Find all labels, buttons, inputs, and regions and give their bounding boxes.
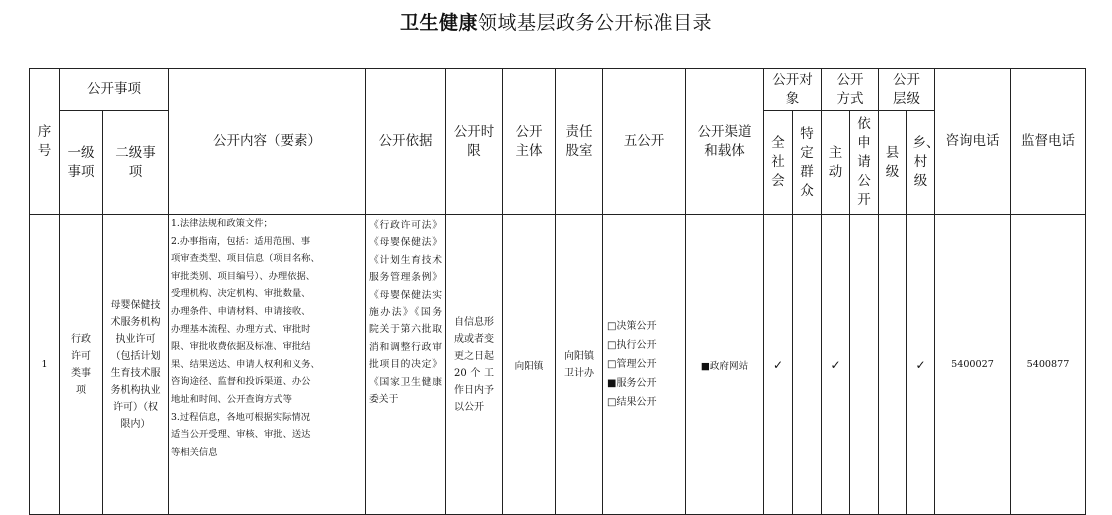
header-target-specific: 特定群众: [793, 111, 822, 215]
row-seq: 1: [30, 215, 60, 515]
content-line: 3.过程信息，各地可根据实际情况: [171, 411, 311, 423]
header-subject: 公开主体: [503, 69, 556, 215]
content-line: 果、结果送达、申请人权利和义务、: [171, 358, 320, 370]
five-list: [603, 317, 685, 412]
content-line: 项审查类型、项目信息（项目名称、: [171, 253, 320, 265]
header-item-group: 公开事项: [60, 69, 169, 111]
header-basis: 公开依据: [366, 69, 446, 215]
row-basis: 《行政许可法》《母婴保健法》《计划生育技术服务管理条例》《母婴保健法实施办法》《国务院关于第六批取消和调整行政审批项目的决定》《国家卫生健康委关于: [366, 215, 446, 515]
content-line: 办理基本流程、办理方式、审批时: [171, 323, 311, 335]
header-level-county: 县级: [879, 111, 907, 215]
table-row: [30, 215, 1086, 515]
header-level1: 一级事项: [60, 111, 103, 215]
row-supervise: 5400877: [1011, 215, 1086, 515]
header-five: 五公开: [603, 69, 686, 215]
content-line: 适当公开受理、审核、审批、送达: [171, 429, 311, 441]
header-mode-active: 主动: [822, 111, 850, 215]
five-item: □决策公开: [607, 321, 657, 332]
row-level2: 母婴保健技术服务机构执业许可（包括计划生育技术服务机构执业许可）（权限内）: [103, 215, 169, 515]
header-row-1: [30, 69, 1086, 111]
row-channel: ■政府网站: [686, 215, 764, 515]
row-dept: 向阳镇卫计办: [556, 215, 603, 515]
row-mode-active: ✓: [822, 215, 850, 515]
row-level-county: [879, 215, 907, 515]
five-item: □管理公开: [607, 359, 657, 370]
row-level1: 行政许可类事项: [60, 215, 103, 515]
header-target-group: 公开对象: [764, 69, 822, 111]
header-mode-apply: 依申请公开: [850, 111, 879, 215]
header-level-town: 乡、村级: [907, 111, 935, 215]
content-line: 办理条件、申请材料、申请接收、: [171, 305, 311, 317]
page-title: [0, 8, 1112, 35]
header-mode-group: 公开方式: [822, 69, 879, 111]
row-target-specific: [793, 215, 822, 515]
content-lines: [169, 215, 365, 461]
header-seq: 序号: [30, 69, 60, 215]
title-bold: 卫生健康: [399, 12, 478, 34]
five-item: □结果公开: [607, 397, 657, 408]
five-item: □执行公开: [607, 340, 657, 351]
header-content: 公开内容（要素）: [169, 69, 366, 215]
row-time-limit: 自信息形成或者变更之日起20个工作日内予以公开: [446, 215, 503, 515]
header-target-all: 全社会: [764, 111, 793, 215]
row-subject: 向阳镇: [503, 215, 556, 515]
title-rest: 领域基层政务公开标准目录: [478, 12, 713, 34]
content-line: 咨询途径、监督和投诉渠道、办公: [171, 376, 311, 388]
header-level-group: 公开层级: [879, 69, 935, 111]
content-line: 限、审批收费依据及标准、审批结: [171, 341, 311, 353]
row-target-all: ✓: [764, 215, 793, 515]
content-line: 1.法律法规和政策文件；: [171, 218, 273, 229]
catalog-table: [29, 68, 1086, 515]
header-time-limit: 公开时限: [446, 69, 503, 215]
row-mode-apply: [850, 215, 879, 515]
content-line: 受理机构、决定机构、审批数量、: [171, 288, 311, 300]
five-item: ■服务公开: [607, 378, 657, 389]
row-content: [169, 215, 366, 515]
header-level2: 二级事项: [103, 111, 169, 215]
header-consult: 咨询电话: [935, 69, 1011, 215]
row-five: [603, 215, 686, 515]
header-supervise: 监督电话: [1011, 69, 1086, 215]
row-level-town: ✓: [907, 215, 935, 515]
content-line: 地址和时间、公开查询方式等: [171, 393, 292, 405]
row-consult: 5400027: [935, 215, 1011, 515]
header-channel: 公开渠道和载体: [686, 69, 764, 215]
content-line: 2.办事指南，包括：适用范围、事: [171, 235, 311, 247]
content-line: 等相关信息: [171, 446, 218, 458]
content-line: 审批类别、项目编号）、办理依据、: [171, 270, 316, 282]
header-dept: 责任股室: [556, 69, 603, 215]
